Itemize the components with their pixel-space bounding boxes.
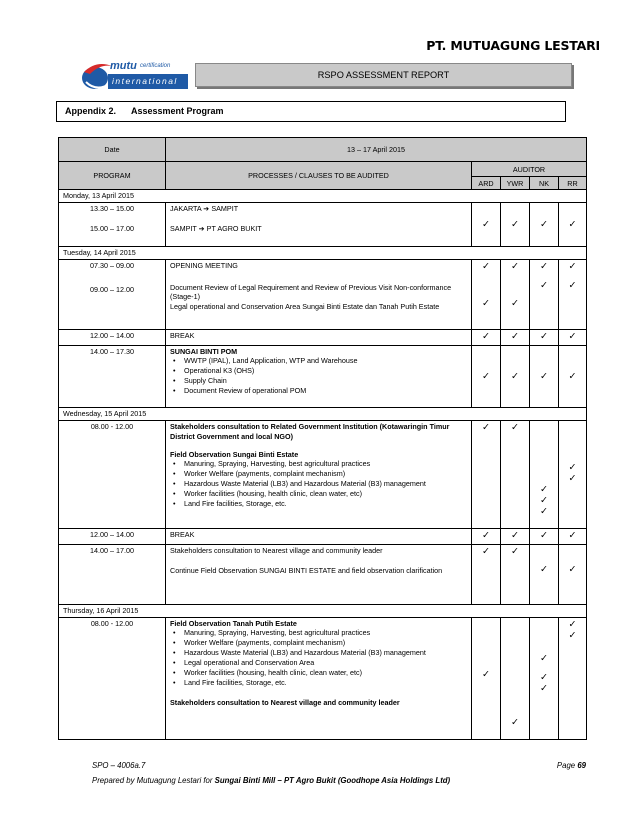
time-slot: 09.00 – 12.00 [90,285,134,294]
list-item: • Legal operational and Conservation Area [184,658,467,668]
process-list [170,356,467,396]
time-slot: 12.00 – 14.00 [59,330,166,346]
arrow-right-icon: ➔ [203,204,210,213]
logo-word-certification: certification [140,63,171,69]
check-cell [559,421,587,529]
check-icon: ✓ [501,421,530,529]
check-icon: ✓ [472,330,501,346]
check-cell [501,260,530,330]
check-cell [559,618,587,740]
time-cell [59,260,166,330]
list-item: • Hazardous Waste Material (LB3) and Hazardous Material (B3) management [184,479,467,489]
time-slot: 12.00 – 14.00 [59,529,166,545]
check-icon: ✓ [530,203,559,247]
check-icon: ✓ [472,421,501,529]
appendix-box [56,101,566,122]
check-icon: ✓ [472,529,501,545]
time-slot: 13.30 – 15.00 [90,204,134,213]
process-text: Document Review of Legal Requirement and Review of Previous Visit Non-conformance (Stage-1) [170,282,452,301]
process-text: Continue Field Observation SUNGAI BINTI ESTATE and field observation clarification [170,565,443,575]
page-number: 69 [577,761,586,770]
check-icon: ✓ [482,669,490,680]
process-text: BREAK [166,330,472,346]
time-slot: 08.00 - 12.00 [59,421,166,529]
logo-word-mutu: mutu [110,60,137,72]
list-item: • Land Fire facilities, Storage, etc. [184,499,467,509]
check-icon: ✓ [472,545,501,605]
process-text: OPENING MEETING [170,261,238,270]
check-icon: ✓ [482,298,490,309]
check-icon: ✓ [559,203,587,247]
auditor-rr: RR [559,177,587,190]
check-icon: ✓ [472,346,501,408]
table-row [59,618,587,740]
check-cell [559,260,587,330]
list-item: • Supply Chain [184,376,467,386]
time-slot: 15.00 – 17.00 [90,224,134,233]
route-to: PT AGRO BUKIT [206,224,262,233]
day-tuesday: Tuesday, 14 April 2015 [59,247,587,260]
process-text: Stakeholders consultation to Nearest village and community leader [170,546,383,555]
time-slot: 14.00 – 17.00 [59,545,166,605]
check-icon: ✓ [530,529,559,545]
process-cell [166,203,472,247]
list-item: • Operational K3 (OHS) [184,366,467,376]
check-cell [472,260,501,330]
process-cell [166,421,472,529]
check-icon: ✓ [540,261,548,272]
date-value: 13 – 17 April 2015 [166,138,587,162]
report-title-bar [195,63,572,87]
check-icon: ✓ [540,484,548,495]
list-item: • Worker Welfare (payments, complaint mechanism) [184,638,467,648]
check-icon: ✓ [530,346,559,408]
check-icon: ✓ [568,261,577,272]
table-row [59,260,587,330]
list-item: • Manuring, Spraying, Harvesting, best agricultural practices [184,628,467,638]
time-cell [59,203,166,247]
auditor-header: AUDITOR [472,162,587,177]
mutu-logo [78,56,190,96]
check-icon: ✓ [530,330,559,346]
process-text: Stakeholders consultation to Nearest village and community leader [170,698,400,707]
auditor-ywr: YWR [501,177,530,190]
page-indicator [557,761,586,770]
check-icon: ✓ [501,203,530,247]
check-icon: ✓ [559,529,587,545]
check-icon: ✓ [472,203,501,247]
check-cell [530,618,559,740]
check-icon: ✓ [511,298,519,309]
check-cell [559,545,587,605]
check-icon: ✓ [511,261,519,272]
check-icon: ✓ [501,346,530,408]
process-list [170,459,467,509]
process-cell [166,346,472,408]
route-from: SAMPIT [170,224,197,233]
check-cell [530,260,559,330]
table-row [59,330,587,346]
process-text: Stakeholders consultation to Related Government Institution (Kotawaringin Timur District Government and local NGO) [170,422,450,441]
process-text: Legal operational and Conservation Area Sungai Binti Estate dan Tanah Putih Estate [170,301,440,311]
logo-word-international: international [112,76,178,86]
day-thursday: Thursday, 16 April 2015 [59,605,587,618]
check-icon: ✓ [540,672,548,683]
document-code: SPO – 4006a.7 [92,761,146,770]
assessment-program-table [58,137,587,740]
process-cell [166,260,472,330]
list-item: • Manuring, Spraying, Harvesting, best agricultural practices [184,459,467,469]
day-wednesday: Wednesday, 15 April 2015 [59,408,587,421]
list-item: • Worker Welfare (payments, complaint mechanism) [184,469,467,479]
check-icon: ✓ [501,330,530,346]
table-row [59,545,587,605]
table-row [59,529,587,545]
page-label: Page [556,761,576,770]
date-label: Date [59,138,166,162]
process-cell [166,545,472,605]
prepared-for: Sungai Binti Mill – PT Agro Bukit (Goodhope Asia Holdings Ltd) [214,776,451,785]
list-item: • Document Review of operational POM [184,386,467,396]
process-text: SUNGAI BINTI POM [170,347,238,356]
auditor-nk: NK [530,177,559,190]
process-text: BREAK [166,529,472,545]
route-to: SAMPIT [211,204,239,213]
appendix-title: Assessment Program [131,106,224,116]
check-icon: ✓ [568,473,577,484]
footer-prepared-line [92,776,450,785]
check-icon: ✓ [501,529,530,545]
check-cell [530,545,559,605]
auditor-ard: ARD [472,177,501,190]
check-icon: ✓ [540,683,548,694]
check-cell [530,421,559,529]
route-from: JAKARTA [170,204,202,213]
list-item: • Worker facilities (housing, health clinic, clean water, etc) [184,668,467,678]
check-icon: ✓ [568,462,577,473]
check-icon: ✓ [568,630,577,641]
check-icon: ✓ [559,346,587,408]
list-item: • WWTP (IPAL), Land Application, WTP and Warehouse [184,356,467,366]
table-row [59,203,587,247]
prepared-by: Prepared by Mutuagung Lestari for [92,776,213,785]
table-row [59,346,587,408]
appendix-label: Appendix 2. [65,106,117,116]
check-cell [472,618,501,740]
check-icon: ✓ [540,653,548,664]
check-icon: ✓ [501,545,530,605]
check-icon: ✓ [482,261,490,272]
check-cell [501,618,530,740]
day-monday: Monday, 13 April 2015 [59,190,587,203]
list-item: • Land Fire facilities, Storage, etc. [184,678,467,688]
company-name: PT. MUTUAGUNG LESTARI [426,38,600,53]
time-slot: 14.00 – 17.30 [59,346,166,408]
check-icon: ✓ [540,564,548,575]
process-text: Field Observation Tanah Putih Estate [170,619,297,628]
process-text: Field Observation Sungai Binti Estate [170,450,299,459]
list-item: • Hazardous Waste Material (LB3) and Hazardous Material (B3) management [184,648,467,658]
check-icon: ✓ [511,717,519,728]
check-icon: ✓ [568,619,577,630]
check-icon: ✓ [568,564,577,575]
process-list [170,628,467,688]
footer-doc-line [92,761,592,770]
check-icon: ✓ [540,506,548,517]
time-slot: 08.00 - 12.00 [59,618,166,740]
arrow-right-icon: ➔ [198,224,205,233]
process-cell [166,618,472,740]
list-item: • Worker facilities (housing, health clinic, clean water, etc) [184,489,467,499]
table-row [59,421,587,529]
report-title: RSPO ASSESSMENT REPORT [317,70,450,80]
check-icon: ✓ [559,330,587,346]
program-header: PROGRAM [59,162,166,190]
time-slot: 07.30 – 09.00 [90,261,134,270]
check-icon: ✓ [540,495,548,506]
check-icon: ✓ [568,280,577,291]
check-icon: ✓ [540,280,548,291]
processes-header: PROCESSES / CLAUSES TO BE AUDITED [166,162,472,190]
